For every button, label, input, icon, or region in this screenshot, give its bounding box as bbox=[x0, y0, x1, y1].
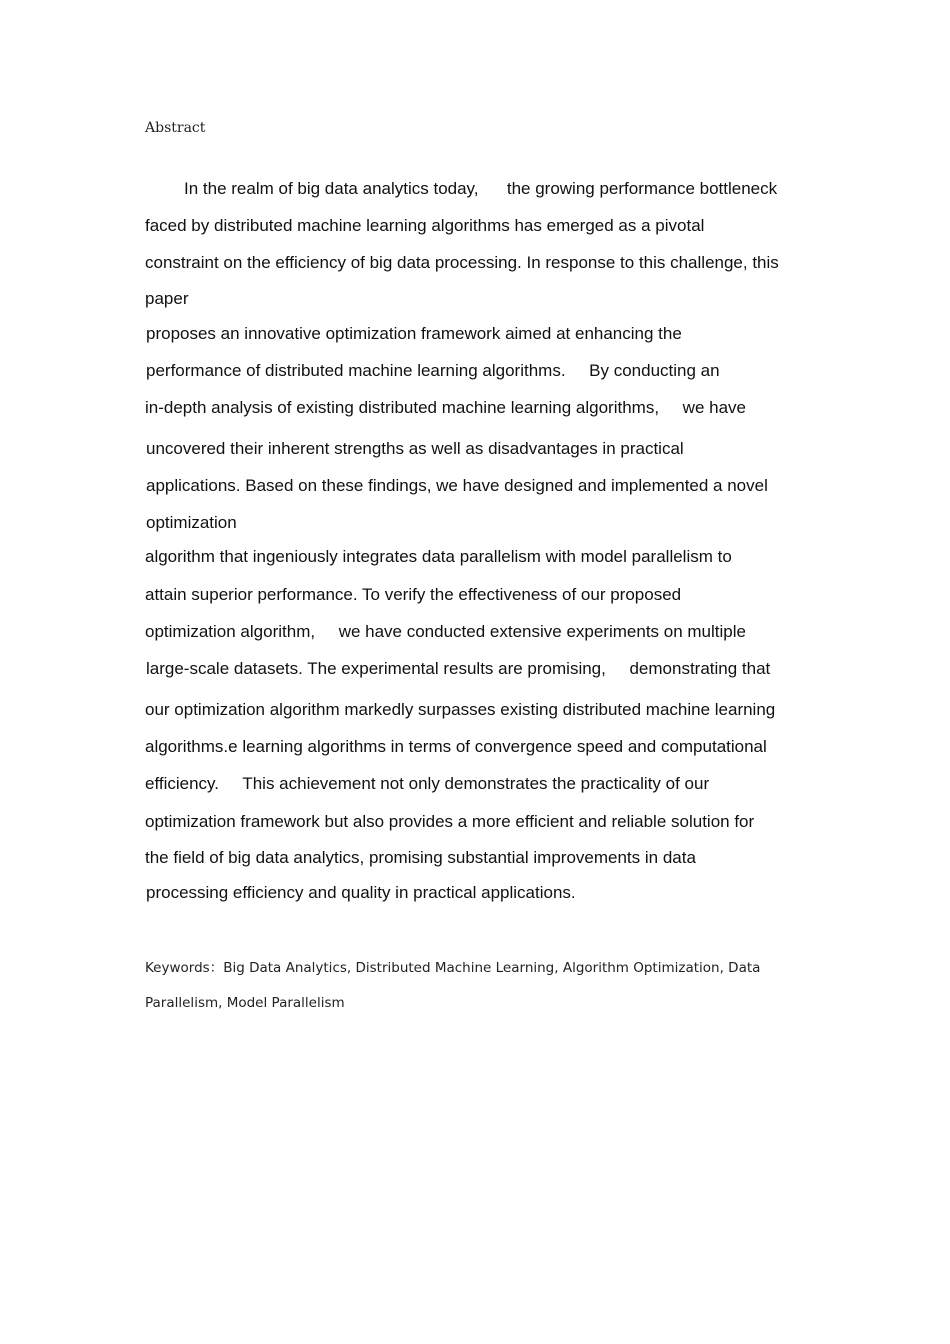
abstract-line: constraint on the efficiency of big data processing. In response to this challenge, this bbox=[145, 253, 779, 272]
abstract-line: performance of distributed machine learning algorithms. By conducting an bbox=[146, 361, 720, 380]
abstract-line: attain superior performance. To verify the effectiveness of our proposed bbox=[145, 585, 682, 604]
abstract-line: applications. Based on these findings, we have designed and implemented a novel bbox=[146, 476, 768, 495]
keywords-line: Parallelism, Model Parallelism bbox=[145, 995, 345, 1011]
abstract-line: our optimization algorithm markedly surpasses existing distributed machine learning bbox=[145, 700, 776, 719]
abstract-line: faced by distributed machine learning algorithms has emerged as a pivotal bbox=[145, 216, 705, 235]
abstract-line: optimization framework but also provides a more efficient and reliable solution for bbox=[145, 812, 755, 831]
keywords-line: Keywords：Big Data Analytics, Distributed Machine Learning, Algorithm Optimization, Data bbox=[145, 960, 761, 976]
abstract-line: efficiency. This achievement not only demonstrates the practicality of our bbox=[145, 774, 710, 793]
abstract-line: large-scale datasets. The experimental results are promising, demonstrating that bbox=[146, 659, 771, 678]
abstract-line: algorithms.e learning algorithms in terms of convergence speed and computational bbox=[145, 737, 767, 756]
abstract-line: proposes an innovative optimization framework aimed at enhancing the bbox=[146, 324, 682, 343]
abstract-line: processing efficiency and quality in practical applications. bbox=[146, 883, 576, 902]
abstract-line: algorithm that ingeniously integrates data parallelism with model parallelism to bbox=[145, 547, 732, 566]
abstract-line: optimization algorithm, we have conducted extensive experiments on multiple bbox=[145, 622, 746, 641]
abstract-line: paper bbox=[145, 289, 189, 308]
abstract-line: the field of big data analytics, promising substantial improvements in data bbox=[145, 848, 696, 867]
abstract-line: in-depth analysis of existing distributed machine learning algorithms, we have bbox=[145, 398, 746, 417]
abstract-heading: Abstract bbox=[145, 120, 206, 136]
abstract-line: In the realm of big data analytics today, the growing performance bottleneck bbox=[184, 179, 778, 198]
abstract-line: uncovered their inherent strengths as well as disadvantages in practical bbox=[146, 439, 684, 458]
abstract-line: optimization bbox=[146, 513, 237, 532]
